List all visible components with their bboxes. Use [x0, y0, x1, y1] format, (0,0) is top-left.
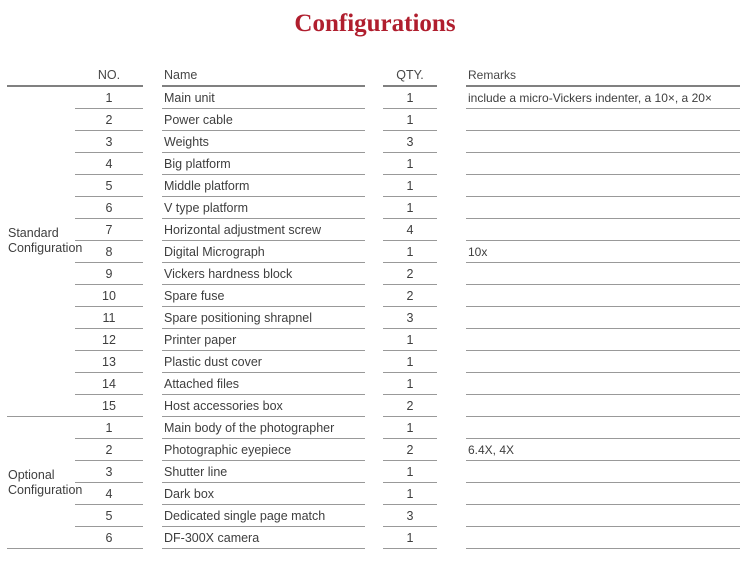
row-no: 10	[75, 285, 143, 307]
row-qty: 2	[383, 263, 437, 285]
section-spacer	[7, 527, 75, 549]
table-row	[0, 263, 750, 285]
table-row	[0, 417, 750, 439]
column-gap	[437, 483, 466, 505]
row-remarks: include a micro-Vickers indenter, a 10×, a 20×	[466, 87, 740, 109]
column-gap	[437, 175, 466, 197]
row-name: Shutter line	[162, 461, 365, 483]
row-remarks	[466, 461, 740, 483]
column-gap	[365, 527, 383, 549]
column-gap	[365, 307, 383, 329]
row-no: 13	[75, 351, 143, 373]
column-gap	[437, 219, 466, 241]
row-qty: 3	[383, 505, 437, 527]
row-qty: 1	[383, 197, 437, 219]
column-gap	[143, 439, 162, 461]
header-no: NO.	[75, 65, 143, 87]
row-qty: 1	[383, 175, 437, 197]
table-row	[0, 109, 750, 131]
section-spacer	[7, 263, 75, 285]
section-spacer	[7, 197, 75, 219]
column-gap	[143, 263, 162, 285]
row-remarks	[466, 307, 740, 329]
row-no: 2	[75, 109, 143, 131]
row-no: 6	[75, 527, 143, 549]
row-qty: 1	[383, 483, 437, 505]
row-no: 5	[75, 175, 143, 197]
section-label-optional: Optional Configuration	[8, 468, 83, 497]
row-remarks	[466, 329, 740, 351]
row-no: 14	[75, 373, 143, 395]
row-name: Plastic dust cover	[162, 351, 365, 373]
column-gap	[365, 153, 383, 175]
column-gap	[365, 241, 383, 263]
row-qty: 2	[383, 285, 437, 307]
column-gap	[365, 439, 383, 461]
section-spacer	[7, 439, 75, 461]
page-title: Configurations	[294, 10, 456, 37]
table-row	[0, 285, 750, 307]
table-row	[0, 131, 750, 153]
table-row	[0, 505, 750, 527]
row-remarks	[466, 417, 740, 439]
section-spacer	[7, 417, 75, 439]
table-row	[0, 87, 750, 109]
table-row	[0, 439, 750, 461]
column-gap	[365, 329, 383, 351]
column-gap	[365, 87, 383, 109]
header-section-spacer	[7, 65, 75, 87]
section-spacer	[7, 395, 75, 417]
row-no: 1	[75, 87, 143, 109]
row-qty: 1	[383, 527, 437, 549]
section-spacer	[7, 131, 75, 153]
table-row	[0, 351, 750, 373]
row-name: Printer paper	[162, 329, 365, 351]
column-gap	[365, 483, 383, 505]
row-name: V type platform	[162, 197, 365, 219]
row-name: Vickers hardness block	[162, 263, 365, 285]
row-qty: 1	[383, 373, 437, 395]
column-gap	[437, 307, 466, 329]
column-gap	[365, 351, 383, 373]
row-name: Dark box	[162, 483, 365, 505]
row-remarks: 6.4X, 4X	[466, 439, 740, 461]
column-gap	[437, 263, 466, 285]
column-gap	[143, 131, 162, 153]
column-gap	[365, 285, 383, 307]
section-label-standard: Standard Configuration	[8, 226, 83, 255]
row-no: 4	[75, 483, 143, 505]
table-row	[0, 307, 750, 329]
column-gap	[437, 87, 466, 109]
row-no: 6	[75, 197, 143, 219]
row-no: 11	[75, 307, 143, 329]
column-gap	[365, 109, 383, 131]
column-gap	[143, 505, 162, 527]
row-no: 2	[75, 439, 143, 461]
row-qty: 1	[383, 109, 437, 131]
row-no: 3	[75, 131, 143, 153]
column-gap	[437, 153, 466, 175]
column-gap	[437, 197, 466, 219]
row-no: 5	[75, 505, 143, 527]
section-spacer	[7, 285, 75, 307]
row-qty: 1	[383, 329, 437, 351]
column-gap	[365, 505, 383, 527]
column-gap	[143, 417, 162, 439]
section-spacer	[7, 351, 75, 373]
column-gap	[437, 285, 466, 307]
row-remarks	[466, 285, 740, 307]
row-qty: 4	[383, 219, 437, 241]
section-spacer	[7, 329, 75, 351]
column-gap	[437, 241, 466, 263]
row-name: Middle platform	[162, 175, 365, 197]
section-spacer	[7, 109, 75, 131]
row-qty: 1	[383, 417, 437, 439]
row-name: Weights	[162, 131, 365, 153]
table-row	[0, 197, 750, 219]
row-remarks	[466, 351, 740, 373]
row-qty: 3	[383, 307, 437, 329]
column-gap	[143, 373, 162, 395]
header-name: Name	[162, 65, 365, 87]
row-remarks	[466, 175, 740, 197]
row-qty: 2	[383, 395, 437, 417]
column-gap	[143, 351, 162, 373]
row-name: Power cable	[162, 109, 365, 131]
row-no: 15	[75, 395, 143, 417]
column-gap	[437, 417, 466, 439]
row-name: Spare fuse	[162, 285, 365, 307]
row-remarks	[466, 373, 740, 395]
column-gap	[365, 417, 383, 439]
row-name: Main unit	[162, 87, 365, 109]
section-spacer	[7, 87, 75, 109]
column-gap	[437, 439, 466, 461]
row-name: Big platform	[162, 153, 365, 175]
column-gap	[437, 351, 466, 373]
column-gap	[437, 131, 466, 153]
row-remarks	[466, 131, 740, 153]
row-name: Dedicated single page match	[162, 505, 365, 527]
section-spacer	[7, 505, 75, 527]
row-no: 12	[75, 329, 143, 351]
row-qty: 3	[383, 131, 437, 153]
row-name: Photographic eyepiece	[162, 439, 365, 461]
table-row	[0, 527, 750, 549]
column-gap	[143, 65, 162, 87]
row-remarks	[466, 527, 740, 549]
column-gap	[143, 395, 162, 417]
table-row	[0, 175, 750, 197]
row-name: DF-300X camera	[162, 527, 365, 549]
row-no: 4	[75, 153, 143, 175]
column-gap	[437, 505, 466, 527]
column-gap	[143, 87, 162, 109]
row-remarks	[466, 483, 740, 505]
row-no: 1	[75, 417, 143, 439]
column-gap	[143, 241, 162, 263]
table-row	[0, 373, 750, 395]
row-name: Spare positioning shrapnel	[162, 307, 365, 329]
row-name: Horizontal adjustment screw	[162, 219, 365, 241]
column-gap	[365, 197, 383, 219]
column-gap	[437, 373, 466, 395]
column-gap	[365, 175, 383, 197]
row-name: Attached files	[162, 373, 365, 395]
section-spacer	[7, 307, 75, 329]
row-qty: 1	[383, 241, 437, 263]
row-remarks	[466, 219, 740, 241]
column-gap	[437, 329, 466, 351]
row-no: 3	[75, 461, 143, 483]
row-remarks	[466, 197, 740, 219]
row-qty: 1	[383, 153, 437, 175]
section-spacer	[7, 153, 75, 175]
column-gap	[143, 483, 162, 505]
column-gap	[143, 219, 162, 241]
column-gap	[143, 109, 162, 131]
row-qty: 1	[383, 351, 437, 373]
column-gap	[437, 109, 466, 131]
column-gap	[143, 307, 162, 329]
section-spacer	[7, 175, 75, 197]
row-no: 7	[75, 219, 143, 241]
column-gap	[365, 395, 383, 417]
row-remarks	[466, 263, 740, 285]
table-row	[0, 329, 750, 351]
column-gap	[143, 527, 162, 549]
row-remarks	[466, 505, 740, 527]
column-gap	[437, 65, 466, 87]
row-remarks	[466, 109, 740, 131]
column-gap	[143, 153, 162, 175]
table-row	[0, 153, 750, 175]
row-name: Host accessories box	[162, 395, 365, 417]
column-gap	[437, 395, 466, 417]
column-gap	[365, 263, 383, 285]
row-no: 8	[75, 241, 143, 263]
column-gap	[437, 527, 466, 549]
column-gap	[365, 131, 383, 153]
header-qty: QTY.	[383, 65, 437, 87]
column-gap	[143, 285, 162, 307]
column-gap	[365, 65, 383, 87]
column-gap	[437, 461, 466, 483]
section-spacer	[7, 373, 75, 395]
column-gap	[365, 219, 383, 241]
row-name: Digital Micrograph	[162, 241, 365, 263]
header-remarks: Remarks	[466, 65, 740, 87]
column-gap	[143, 329, 162, 351]
column-gap	[143, 461, 162, 483]
table-header-row	[0, 65, 750, 87]
row-remarks	[466, 395, 740, 417]
row-no: 9	[75, 263, 143, 285]
row-qty: 2	[383, 439, 437, 461]
row-remarks: 10x	[466, 241, 740, 263]
column-gap	[143, 197, 162, 219]
row-name: Main body of the photographer	[162, 417, 365, 439]
row-qty: 1	[383, 87, 437, 109]
row-remarks	[466, 153, 740, 175]
column-gap	[143, 175, 162, 197]
column-gap	[365, 461, 383, 483]
column-gap	[365, 373, 383, 395]
row-qty: 1	[383, 461, 437, 483]
table-row	[0, 395, 750, 417]
